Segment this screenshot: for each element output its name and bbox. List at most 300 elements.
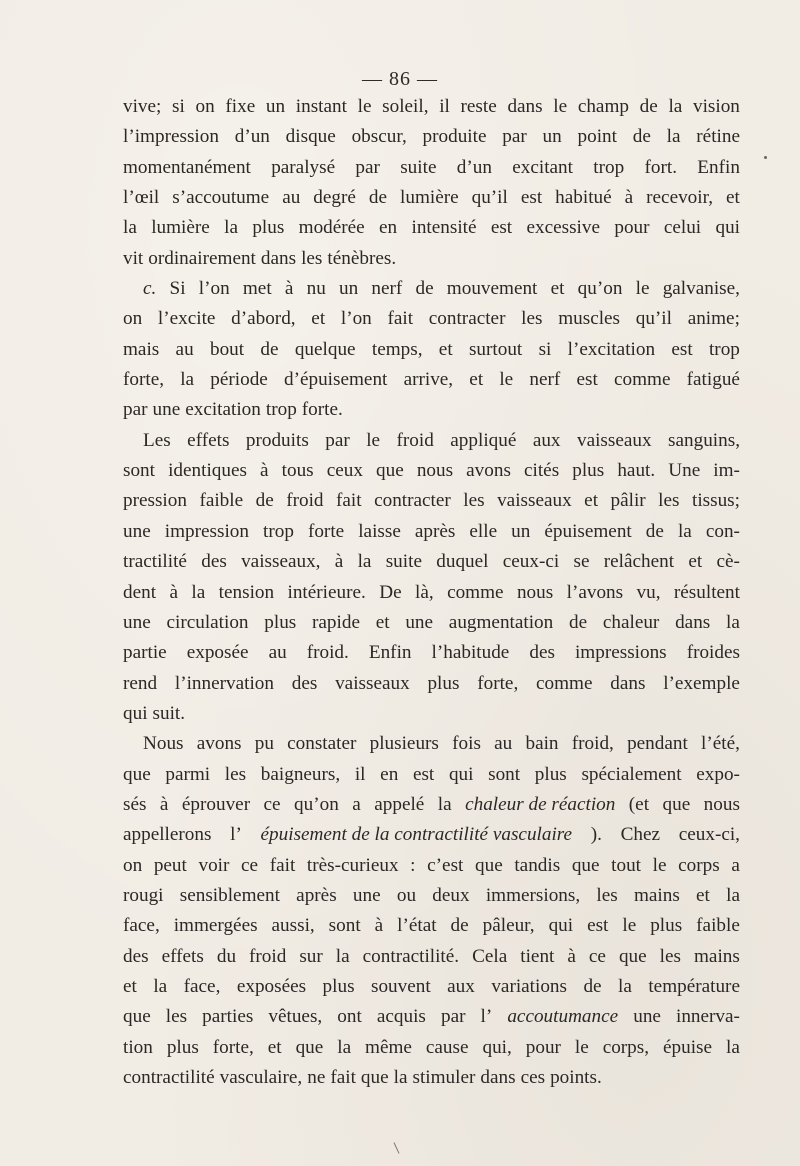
word: la — [618, 975, 632, 997]
word: Les — [143, 429, 171, 451]
word: trop — [593, 156, 625, 178]
word: à — [334, 551, 344, 573]
word: une — [123, 520, 151, 542]
word: les — [301, 247, 323, 269]
stray-mark — [394, 1142, 400, 1153]
word: points. — [550, 1067, 602, 1088]
word: est — [412, 763, 435, 785]
word: de — [260, 338, 279, 360]
word: plus — [650, 915, 683, 937]
word: et — [688, 551, 703, 573]
word: circulation — [166, 611, 249, 633]
word: la — [726, 611, 740, 633]
word: épuise — [663, 1036, 713, 1058]
word: arrive, — [403, 369, 454, 391]
word: vu, — [636, 581, 661, 603]
word: par — [502, 126, 527, 148]
word: du — [216, 945, 237, 967]
word: appellerons — [123, 824, 212, 846]
word: exposée — [186, 642, 249, 664]
word: im- — [713, 460, 740, 482]
word: les — [165, 1006, 188, 1028]
word: : — [410, 854, 416, 876]
word: après — [296, 884, 337, 906]
text-line — [123, 760, 740, 790]
word: cause — [425, 1036, 469, 1058]
word: au — [175, 338, 194, 360]
word: résultent — [673, 581, 740, 603]
word: une — [152, 399, 181, 421]
word: l’ — [230, 824, 242, 846]
word: habitué — [555, 187, 612, 209]
word: Nous — [143, 733, 184, 755]
word: qu’il — [635, 308, 672, 330]
word: vaisseaux, — [241, 551, 321, 573]
word: ceux-ci, — [678, 824, 740, 846]
word: que — [662, 793, 691, 815]
word: froid — [286, 490, 324, 512]
word: température — [648, 975, 740, 997]
word: Enfin — [368, 642, 412, 664]
word: pour — [525, 1036, 561, 1058]
word: faible — [199, 490, 244, 512]
word: champ — [577, 96, 629, 117]
word: la — [337, 1036, 352, 1058]
word: reste — [460, 96, 497, 117]
word: les — [463, 490, 485, 512]
word: rougi — [123, 884, 164, 906]
word: paralysé — [271, 156, 336, 178]
word: acquis — [376, 1006, 426, 1028]
text-line — [123, 669, 740, 699]
word: duquel — [436, 551, 489, 573]
word: faible — [696, 915, 740, 937]
word: un — [542, 126, 562, 148]
paragraph — [123, 729, 740, 1093]
word: ce — [263, 793, 281, 815]
word: de — [368, 187, 388, 209]
word: on — [123, 308, 143, 330]
word: nous — [416, 460, 454, 482]
word: pâleur, — [482, 915, 535, 937]
word: nous — [516, 581, 554, 603]
word: fait — [269, 854, 296, 876]
word: tension — [218, 581, 275, 603]
word: immersions, — [485, 884, 581, 906]
text-line — [123, 456, 740, 486]
word: et — [438, 338, 453, 360]
word: constater — [287, 733, 357, 755]
word: par — [123, 399, 148, 421]
text-line — [123, 517, 740, 547]
word: la — [393, 1067, 408, 1088]
word: la — [726, 884, 740, 906]
word: un — [511, 520, 531, 542]
word: (et — [628, 793, 650, 815]
word: produite — [422, 126, 487, 148]
text-line — [123, 942, 740, 972]
text-line — [123, 1002, 740, 1032]
word: con- — [705, 520, 740, 542]
word: disque — [285, 126, 336, 148]
word: une — [352, 884, 381, 906]
word: plus — [166, 1036, 199, 1058]
word: le — [622, 915, 637, 937]
word: que — [295, 1036, 324, 1058]
word: intérieure. — [287, 581, 366, 603]
word: vêtues, — [268, 1006, 323, 1028]
word: Si — [169, 278, 186, 300]
word: comme — [447, 581, 504, 603]
word: partie — [123, 642, 167, 664]
word: mouvement — [446, 278, 538, 300]
body-text — [123, 92, 740, 1093]
word: à — [284, 278, 294, 300]
word: dans — [507, 96, 543, 117]
word: a — [731, 854, 740, 876]
word: fait — [330, 1067, 356, 1088]
word: surtout — [468, 338, 523, 360]
word: nu — [306, 278, 326, 300]
word: excitation — [185, 399, 261, 421]
word: pu — [254, 733, 274, 755]
word: au — [268, 642, 287, 664]
word: corps, — [602, 1036, 650, 1058]
word: instant — [295, 96, 347, 117]
word: un — [265, 96, 286, 117]
word: contracter — [428, 308, 506, 330]
word: en — [379, 217, 398, 239]
word: c’est — [427, 854, 464, 876]
word: le — [553, 96, 568, 117]
word: sont — [328, 915, 361, 937]
word: ce — [588, 945, 606, 967]
word: Chez — [620, 824, 661, 846]
margin-mark — [764, 156, 767, 159]
word: le — [574, 1036, 589, 1058]
word: forte, — [212, 1036, 254, 1058]
word: suite — [385, 551, 422, 573]
text-line — [123, 486, 740, 516]
word: haut. — [617, 460, 656, 482]
word: qui — [123, 702, 148, 724]
word: ténèbres. — [327, 247, 397, 269]
word: vaisseaux — [497, 490, 572, 512]
word: et — [550, 278, 565, 300]
word: après — [414, 520, 456, 542]
word: le — [652, 854, 667, 876]
text-line — [123, 274, 740, 304]
word: produits — [245, 429, 309, 451]
word: de — [255, 490, 274, 512]
text-line — [123, 972, 740, 1002]
word: trop — [708, 338, 740, 360]
word: plus — [572, 460, 605, 482]
word: de — [632, 126, 651, 148]
word: d’un — [234, 126, 270, 148]
word: relâchent — [603, 551, 675, 573]
word: vision — [692, 96, 740, 117]
word: vive; — [123, 96, 162, 117]
word: pression — [123, 490, 187, 512]
word: fixe — [225, 96, 256, 117]
word: qu’on — [294, 793, 339, 815]
word: et — [267, 1036, 282, 1058]
word: celui — [663, 217, 702, 239]
word: elle — [469, 520, 498, 542]
word: l’ — [480, 1006, 493, 1028]
word: froid — [396, 429, 434, 451]
word: par — [440, 1006, 466, 1028]
word: rapide — [312, 611, 360, 633]
word: impression — [164, 520, 249, 542]
word: qu’on — [577, 278, 623, 300]
word: période — [210, 369, 268, 391]
word: pâlir — [610, 490, 646, 512]
word: se — [573, 551, 590, 573]
word: des — [529, 642, 555, 664]
word: que — [376, 460, 404, 482]
word: l’exemple — [663, 672, 740, 694]
word: au — [282, 187, 301, 209]
word: tout — [611, 854, 642, 876]
paragraph — [123, 426, 740, 729]
word: ce — [241, 854, 259, 876]
word: est — [520, 187, 543, 209]
word: une — [405, 611, 434, 633]
word: froid. — [306, 642, 349, 664]
word: suit. — [152, 702, 186, 724]
word: l’innervation — [174, 672, 274, 694]
word: pour — [614, 217, 650, 239]
word: baigneurs, — [260, 763, 341, 785]
word: fort. — [644, 156, 677, 178]
word: contracter — [374, 490, 451, 512]
word: dans — [675, 611, 711, 633]
word: souvent — [371, 975, 431, 997]
word: est — [587, 915, 609, 937]
word: ). — [590, 824, 602, 846]
word: momentanément — [123, 156, 251, 178]
word: trop — [263, 520, 294, 542]
word: Enfin — [697, 156, 740, 178]
word: mains — [633, 884, 680, 906]
word: le — [366, 429, 381, 451]
word: il — [439, 96, 450, 117]
text-line — [123, 911, 740, 941]
word: la — [180, 369, 195, 391]
word: nerf — [371, 278, 403, 300]
text-line — [123, 699, 740, 729]
word: Une — [668, 460, 701, 482]
word: intensité — [411, 217, 477, 239]
word: face, — [183, 975, 221, 997]
word: ordinairement — [148, 247, 256, 269]
word: tion — [123, 1036, 153, 1058]
word: rétine — [696, 126, 740, 148]
text-line — [123, 183, 740, 213]
word: vaisseaux — [335, 672, 410, 694]
word: et — [375, 611, 390, 633]
word: la — [123, 217, 137, 239]
word: au — [494, 733, 513, 755]
word: fois — [452, 733, 481, 755]
word: deux — [432, 884, 470, 906]
word: obscur, — [351, 126, 407, 148]
word: qu’il — [471, 187, 508, 209]
word: contractilité. — [362, 945, 460, 967]
word: tractilité — [123, 551, 187, 573]
word: d’abord, — [231, 308, 296, 330]
word: des — [291, 672, 318, 694]
word: peut — [153, 854, 187, 876]
word: mains — [694, 945, 740, 967]
word: nerf — [529, 369, 561, 391]
word: épuisement — [544, 520, 632, 542]
word: les — [658, 490, 680, 512]
word: aussi, — [271, 915, 315, 937]
text-line — [123, 638, 740, 668]
word: sont — [488, 763, 521, 785]
word: à — [624, 187, 634, 209]
word: et — [469, 369, 484, 391]
word: variations — [491, 975, 567, 997]
word: la — [335, 945, 350, 967]
word: suite — [400, 156, 437, 178]
text-line — [123, 578, 740, 608]
word: fait — [387, 308, 414, 330]
text-line — [123, 608, 740, 638]
word: la — [224, 217, 238, 239]
word: vaisseaux — [576, 429, 652, 451]
text-line — [123, 547, 740, 577]
word: accoutumance — [507, 1006, 619, 1028]
word: corps — [678, 854, 720, 876]
word: épuisement de la contractilité vasculaire — [260, 824, 573, 846]
word: face, — [123, 915, 160, 937]
word: Cela — [472, 945, 508, 967]
word: chaleur de réaction — [465, 793, 616, 815]
word: modérée — [298, 217, 365, 239]
word: cités — [524, 460, 560, 482]
word: mais — [123, 338, 160, 360]
word: et — [726, 187, 740, 209]
word: vasculaire, — [219, 1067, 303, 1088]
word: par — [325, 429, 350, 451]
word: est — [671, 338, 693, 360]
word: de — [645, 520, 664, 542]
word: les — [521, 308, 543, 330]
word: ont — [337, 1006, 362, 1028]
word: innerva- — [676, 1006, 740, 1028]
word: recevoir, — [646, 187, 714, 209]
word: dans — [480, 1067, 516, 1088]
text-line — [123, 426, 740, 456]
word: comme — [613, 369, 671, 391]
word: parmi — [165, 763, 211, 785]
text-line — [123, 1063, 740, 1093]
word: que — [123, 1006, 151, 1028]
word: très-curieux — [306, 854, 399, 876]
word: même — [365, 1036, 412, 1058]
word: l’excite — [157, 308, 216, 330]
word: éprouver — [181, 793, 251, 815]
word: plus — [252, 217, 285, 239]
word: l’état — [397, 915, 437, 937]
word: a — [352, 793, 361, 815]
word: sés — [123, 793, 147, 815]
word: appliqué — [450, 429, 517, 451]
word: spécialement — [581, 763, 682, 785]
word: les — [659, 945, 681, 967]
word: l’été, — [701, 733, 740, 755]
word: chaleur — [602, 611, 660, 633]
word: dent — [123, 581, 157, 603]
text-line — [123, 1033, 740, 1063]
word: la — [357, 551, 372, 573]
word: plus — [264, 611, 297, 633]
text-line — [123, 851, 740, 881]
word: comme — [536, 672, 593, 694]
word: il — [354, 763, 366, 785]
word: expo- — [696, 763, 740, 785]
word: bain — [525, 733, 559, 755]
word: laisse — [358, 520, 401, 542]
word: tous — [281, 460, 314, 482]
text-line — [123, 881, 740, 911]
word: si — [172, 96, 185, 117]
word: à — [374, 915, 384, 937]
word: plus — [534, 763, 567, 785]
word: l’impression — [123, 126, 219, 148]
word: impressions — [574, 642, 667, 664]
word: forte, — [477, 672, 519, 694]
word: met — [242, 278, 272, 300]
word: augmentation — [448, 611, 554, 633]
word: la — [666, 126, 681, 148]
word: immergées — [173, 915, 258, 937]
word: dans — [610, 672, 646, 694]
word: ne — [307, 1067, 326, 1088]
word: les — [596, 884, 618, 906]
word: ceux-ci — [502, 551, 560, 573]
text-line — [123, 213, 740, 243]
word: la — [437, 793, 452, 815]
word: plus — [322, 975, 355, 997]
word: que — [618, 945, 647, 967]
word: ceux — [326, 460, 363, 482]
word: excessive — [526, 217, 601, 239]
word: s’accoutume — [172, 187, 270, 209]
word: que — [571, 854, 600, 876]
word: la — [153, 975, 168, 997]
word: tandis — [514, 854, 561, 876]
word: en — [380, 763, 399, 785]
word: pendant — [627, 733, 688, 755]
word: que — [123, 763, 151, 785]
word: exposées — [236, 975, 307, 997]
word: cè- — [716, 551, 740, 573]
word: vit — [123, 247, 144, 269]
word: que — [360, 1067, 389, 1088]
word: fait — [336, 490, 362, 512]
word: on — [123, 854, 143, 876]
word: quelque — [294, 338, 356, 360]
word: c. — [143, 278, 157, 300]
word: des — [201, 551, 227, 573]
word: avons — [196, 733, 242, 755]
text-line — [123, 92, 740, 122]
